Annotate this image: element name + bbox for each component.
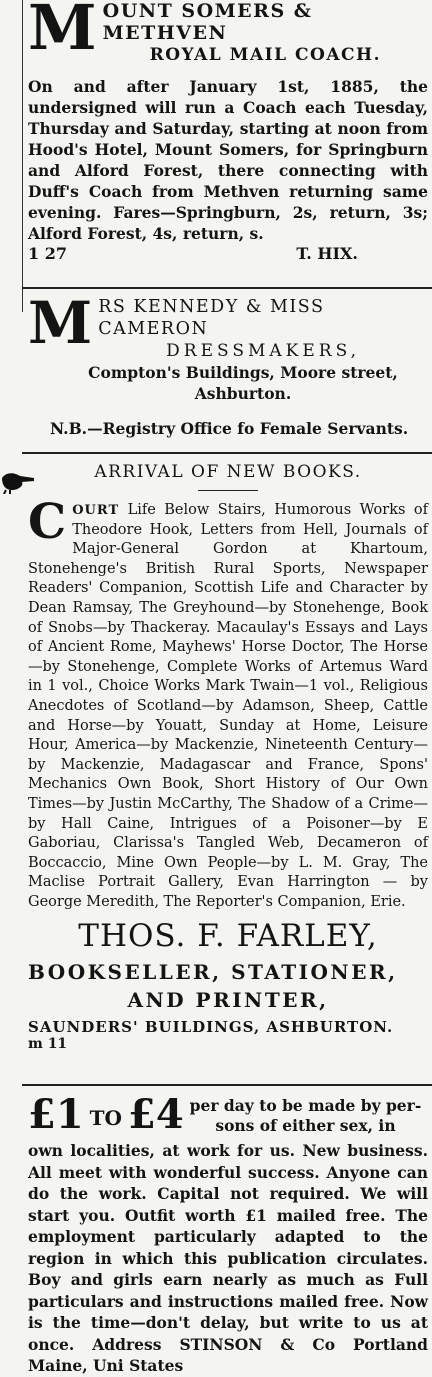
books-list <box>28 494 428 912</box>
coach-title-line1: OUNT SOMERS & METHVEN <box>102 0 313 44</box>
dressmakers-note: N.B.—Registry Office fo Female Servants. <box>50 419 409 438</box>
dressmakers-dropcap: M <box>28 289 93 357</box>
seller-trade-text: BOOKSELLER, STATIONER, <box>28 960 398 985</box>
books-advertisement <box>28 462 428 1052</box>
coach-ref: 1 27 <box>28 244 67 263</box>
column-left-border <box>22 0 23 312</box>
dressmakers-advertisement <box>28 289 428 439</box>
seller-name: THOS. F. FARLEY, <box>78 918 378 955</box>
earnings-advertisement <box>28 1091 428 1377</box>
dressmakers-address-line1: Compton's Buildings, Moore street, <box>88 363 398 382</box>
coach-title-line2: ROYAL MAIL COACH. <box>149 45 382 65</box>
earnings-body: own localities, at work for us. New business. All meet with wonderful success. Anyone can do the work. Capital not required. We will start you. Outfit worth £1 mailed free. The employment particularly adapted to the region in which this publication circulates. Boy and girls earn nearly as much as Full particulars and instructions mailed free. Now is the time—don't delay, but write to us at once. Address STINSON & Co Portland Maine, Uni States <box>28 1141 428 1375</box>
earnings-intro-line2: sons of either sex, in <box>215 1116 396 1135</box>
amount-min: £1 <box>28 1091 84 1138</box>
dressmakers-address-line2: Ashburton. <box>194 384 292 403</box>
seller-trade-line1 <box>28 960 428 984</box>
coach-dropcap: M <box>28 0 97 64</box>
heading-underline <box>198 490 258 491</box>
books-body: Life Below Stairs, Humorous Works of Theodore Hook, Letters from Hell, Journals of Major-General Gordon at Khartoum, Stonehenge's British Rural Sports, Newspaper Readers' Companion, Scottish Life and Character by Dean Ramsay, The Greyhound—by Stonehenge, Book of Snobs—by Thackeray. Macaulay's Essays and Lays of Ancient Rome, Mayhews' Horse Doctor, The Horse—by Stonehenge, Complete Works of Artemus Ward in 1 vol., Choice Works Mark Twain—1 vol., Religious Anecdotes of Scotland—by Adamson, Sheep, Cattle and Horse—by Youatt, Sunday at Home, Leisure Hour, America—by Mackenzie, Nineteenth Century—by Mackenzie, Madagascar and France, Spons' Mechanics Own Book, Short History of Our Own Times—by Justin McCarthy, The Shadow of a Crime—by Hall Caine, Intrigues of a Poisoner—by E Gaboriau, Clarissa's Tangled Web, Decameron of Boccaccio, Mine Own People—by L. M. Gray, The Maclise Portrait Gallery, Evan Harrington — by George Meredith, The Reporter's Companion, Erie. <box>28 502 428 910</box>
earnings-intro-line1: per day to be made by per- <box>189 1096 422 1115</box>
dressmakers-title-line2: DRESSMAKERS, <box>166 341 361 361</box>
books-heading: ARRIVAL OF NEW BOOKS. <box>94 462 362 482</box>
coach-body: On and after January 1st, 1885, the undersigned will run a Coach each Tuesday, Thursday and Saturday, starting at noon from Hood's Hotel, Mount Somers, for Springburn and Alford Forest, there connecting with Duff's Coach from Methven returning same evening. Fares—Springburn, 2s, return, 3s; Alford Forest, 4s, return, s. <box>28 77 428 243</box>
coach-advertisement <box>28 0 428 263</box>
books-ref: m 11 <box>28 1036 68 1053</box>
seller-address: SAUNDERS' BUILDINGS, ASHBURTON. <box>28 1018 394 1037</box>
separator-rule <box>22 1084 432 1086</box>
seller-trade-line2: AND PRINTER, <box>127 988 329 1013</box>
dressmakers-title-line1: RS KENNEDY & MISS CAMERON <box>98 297 325 339</box>
amount-max: £4 <box>127 1091 184 1138</box>
books-dropcap: C <box>28 494 67 550</box>
coach-signature: T. HIX. <box>296 244 358 263</box>
books-first-word: OURT <box>72 503 120 518</box>
separator-rule <box>22 452 432 454</box>
to-word: TO <box>89 1106 122 1130</box>
